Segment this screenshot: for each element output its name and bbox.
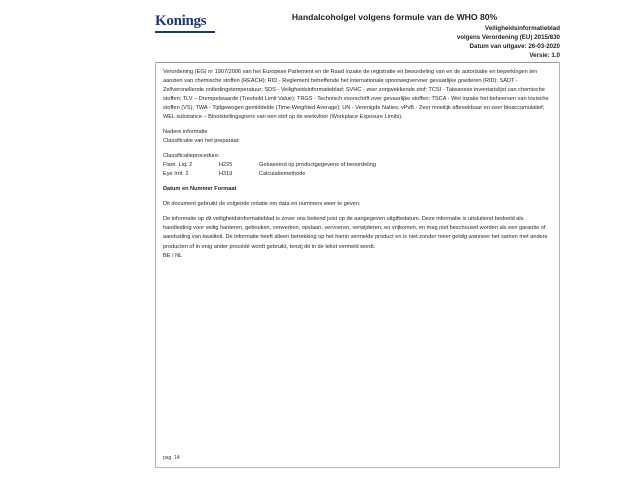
header-meta-line-2: volgens Verordening (EU) 2015/830: [456, 34, 560, 42]
hazard-class: Flam. Liq. 2: [163, 162, 193, 169]
konings-logo-icon: [155, 12, 221, 33]
date-format-heading: Datum en Nummer Formaat: [163, 186, 237, 193]
locale-code: BE / NL: [163, 252, 183, 259]
further-info-line: Classificatie van het preparaat:: [163, 138, 240, 145]
hazard-class: Eye Irrit. 2: [163, 171, 189, 178]
h-code: H319: [219, 171, 233, 178]
header-text-block: [221, 12, 560, 61]
classification-method: Gebaseerd op productgegevens of beoordeling: [259, 162, 376, 169]
page-number: pag. 14: [163, 455, 180, 461]
classification-heading: Classificatieprocedure:: [163, 153, 220, 160]
table-row: [163, 170, 386, 179]
date-format-text: Dit document gebruikt de volgende notatie om data en nummers weer te geven:: [163, 201, 361, 208]
document-body: [163, 68, 553, 267]
h-code: H225: [219, 162, 233, 169]
header-meta-line-3: Datum van uitgave: 26-03-2020: [469, 43, 560, 51]
logo-underline: [155, 31, 215, 33]
table-row: [163, 161, 386, 170]
abbreviations-paragraph: Verordening (EG) nr 1907/2006 van het Europese Parlement en de Raad inzake de registratie en beoordeling van en de autorisatie en beperkingen ten aanzien van chemische stoffen (REACH); RID - Reglement betreffende het internationale spoorwegvervoer gevaarlijke goederen (RID); SADT - Zelfversnellende ontledingstemperatuur; SDS - Veiligheidsinformatieblad; SVHC - zeer zorgwekkende stof; TCSI - Taiwanese inventarislijst van chemische stoffen; TLV – Drempelwaarde (Treshold Limit Value); TRGS - Technisch voorschrift over gevaarlijke stoffen; TSCA - Wet inzake het beheersen van toxische stoffen (VS); TWA - Tijdgewogen gemiddelde (Time-Weighted Average); UN - Verenigde Naties; vPvB - Zeer moeilijk afbreekbaar en zeer bioaccumulatief; WEL substance – Blootstellingsgrens van een stof op de werkvloer (Workplace Exposure Limits).: [163, 69, 549, 121]
further-info-heading: Nadere informatie: [163, 129, 208, 136]
classification-table: [163, 161, 386, 179]
disclaimer-paragraph: De informatie op dit veiligheidsinformatieblad is zover ons bekend juist op de aangegeven uitgiftedatum. Deze informatie is uitsluitend bedoeld als handleiding voor veilig hanteren, gebruiken, verwerken, opslaan, vervoeren, verwijderen, en vrijkomen, en mag niet beschouwd worden als een garantie of aanduiding van kwaliteit. De informatie heeft alleen betrekking op het hierin vermelde product en is niet zonder meer geldig wanneer het samen met andere producten of in enig ander procédé wordt gebruikt, tenzij dit in de tekst vermeld wordt.: [163, 216, 548, 250]
document-header: [155, 12, 560, 61]
header-meta-line-1: Veiligheidsinformatieblad: [485, 25, 560, 33]
header-meta-line-4: Versie: 1.0: [529, 52, 560, 60]
logo-wordmark: Konings: [155, 13, 207, 29]
classification-method: Calculatiemethode: [259, 171, 306, 178]
document-title: Handalcoholgel volgens formule van de WHO 80%: [291, 12, 498, 22]
